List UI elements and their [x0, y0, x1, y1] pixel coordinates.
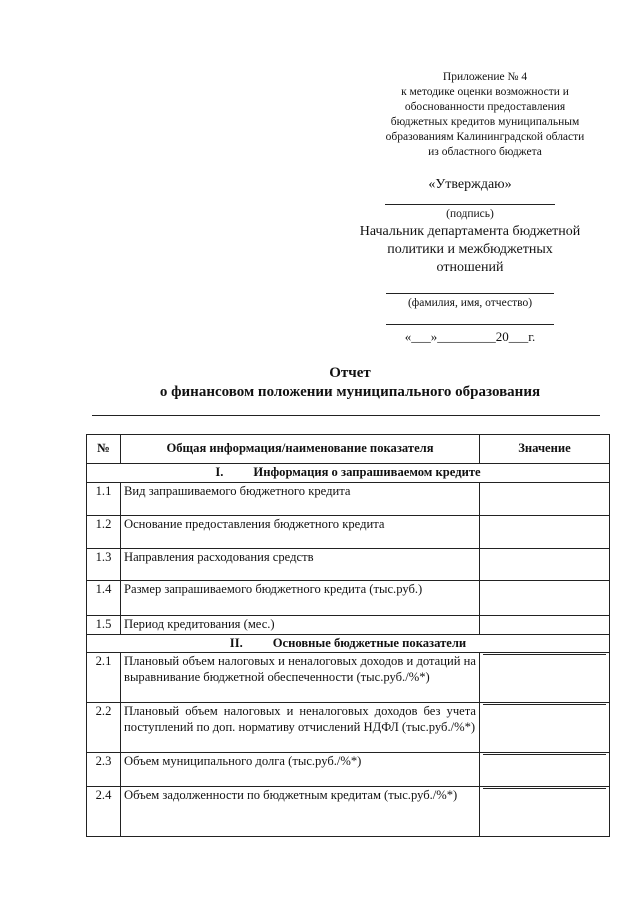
row-name: Вид запрашиваемого бюджетного кредита [121, 482, 480, 515]
value-amount-cell[interactable] [483, 654, 606, 655]
approval-block [340, 176, 600, 345]
row-name: Направления расходования средств [121, 548, 480, 580]
title-line-2: о финансовом положении муниципального образования [159, 384, 541, 400]
section-number: II. [229, 635, 243, 650]
signature-line [385, 204, 555, 205]
row-num: 2.4 [87, 787, 121, 837]
appendix-line: бюджетных кредитов муниципальным [390, 116, 580, 128]
row-value[interactable] [480, 615, 610, 634]
appendix-note [335, 70, 635, 160]
row-value[interactable] [480, 580, 610, 615]
row-num: 2.2 [87, 703, 121, 753]
row-num: 1.2 [87, 515, 121, 548]
header-value: Значение [480, 435, 610, 464]
date-line: «___»_________20___г. [404, 329, 536, 344]
table-row [87, 653, 610, 703]
appendix-line: из областного бюджета [428, 146, 542, 158]
table-row [87, 482, 610, 515]
section-title: Информация о запрашиваемом кредите [253, 465, 481, 479]
row-num: 2.3 [87, 753, 121, 787]
position-line: Начальник департамента бюджетной [359, 224, 581, 239]
table-row [87, 515, 610, 548]
row-value-split [480, 753, 610, 787]
section-row [87, 634, 610, 653]
report-table [86, 434, 610, 837]
row-value-split [480, 653, 610, 703]
section-row [87, 464, 610, 483]
table-row [87, 580, 610, 615]
header-num: № [87, 435, 121, 464]
appendix-line: образованиям Калининградской области [385, 131, 585, 143]
title-line-1: Отчет [329, 365, 371, 381]
row-value[interactable] [480, 548, 610, 580]
row-value[interactable] [480, 515, 610, 548]
appendix-line: Приложение № 4 [442, 71, 528, 83]
row-name: Объем муниципального долга (тыс.руб./%*) [121, 753, 480, 787]
row-name: Объем задолженности по бюджетным кредитам (тыс.руб./%*) [121, 787, 480, 837]
value-amount-cell[interactable] [483, 754, 606, 755]
row-name: Основание предоставления бюджетного кредита [121, 515, 480, 548]
title-rule [92, 415, 600, 416]
extra-line [386, 324, 554, 325]
approve-word: «Утверждаю» [428, 177, 512, 192]
section-number: I. [215, 465, 224, 479]
section-2-heading [87, 634, 610, 653]
row-value-split [480, 703, 610, 753]
table-row [87, 703, 610, 753]
row-name: Плановый объем налоговых и неналоговых доходов без учета поступлений по доп. нормативу отчислений НДФЛ (тыс.руб./%*) [121, 703, 480, 753]
value-amount-cell[interactable] [483, 704, 606, 705]
value-amount-cell[interactable] [483, 788, 606, 789]
row-value[interactable] [480, 482, 610, 515]
row-num: 1.3 [87, 548, 121, 580]
name-caption: (фамилия, имя, отчество) [407, 297, 533, 309]
appendix-line: обоснованности предоставления [404, 101, 566, 113]
row-name: Размер запрашиваемого бюджетного кредита (тыс.руб.) [121, 580, 480, 615]
row-num: 1.5 [87, 615, 121, 634]
name-line [386, 293, 554, 294]
row-value-split [480, 787, 610, 837]
appendix-line: к методике оценки возможности и [401, 86, 569, 98]
table-row [87, 787, 610, 837]
position-line: отношений [436, 260, 504, 275]
position-title [340, 223, 600, 277]
table-row [87, 615, 610, 634]
header-name: Общая информация/наименование показателя [121, 435, 480, 464]
table-row [87, 753, 610, 787]
table-header-row [87, 435, 610, 464]
table-row [87, 548, 610, 580]
row-name: Период кредитования (мес.) [121, 615, 480, 634]
row-num: 1.1 [87, 482, 121, 515]
row-name: Плановый объем налоговых и неналоговых доходов и дотаций на выравнивание бюджетной обеспеченности (тыс.руб./%*) [121, 653, 480, 703]
section-title: Основные бюджетные показатели [272, 635, 467, 650]
position-line: политики и межбюджетных [387, 242, 553, 257]
document-title [90, 364, 610, 402]
section-1-heading [87, 464, 610, 483]
signature-caption: (подпись) [446, 208, 494, 220]
row-num: 1.4 [87, 580, 121, 615]
row-num: 2.1 [87, 653, 121, 703]
